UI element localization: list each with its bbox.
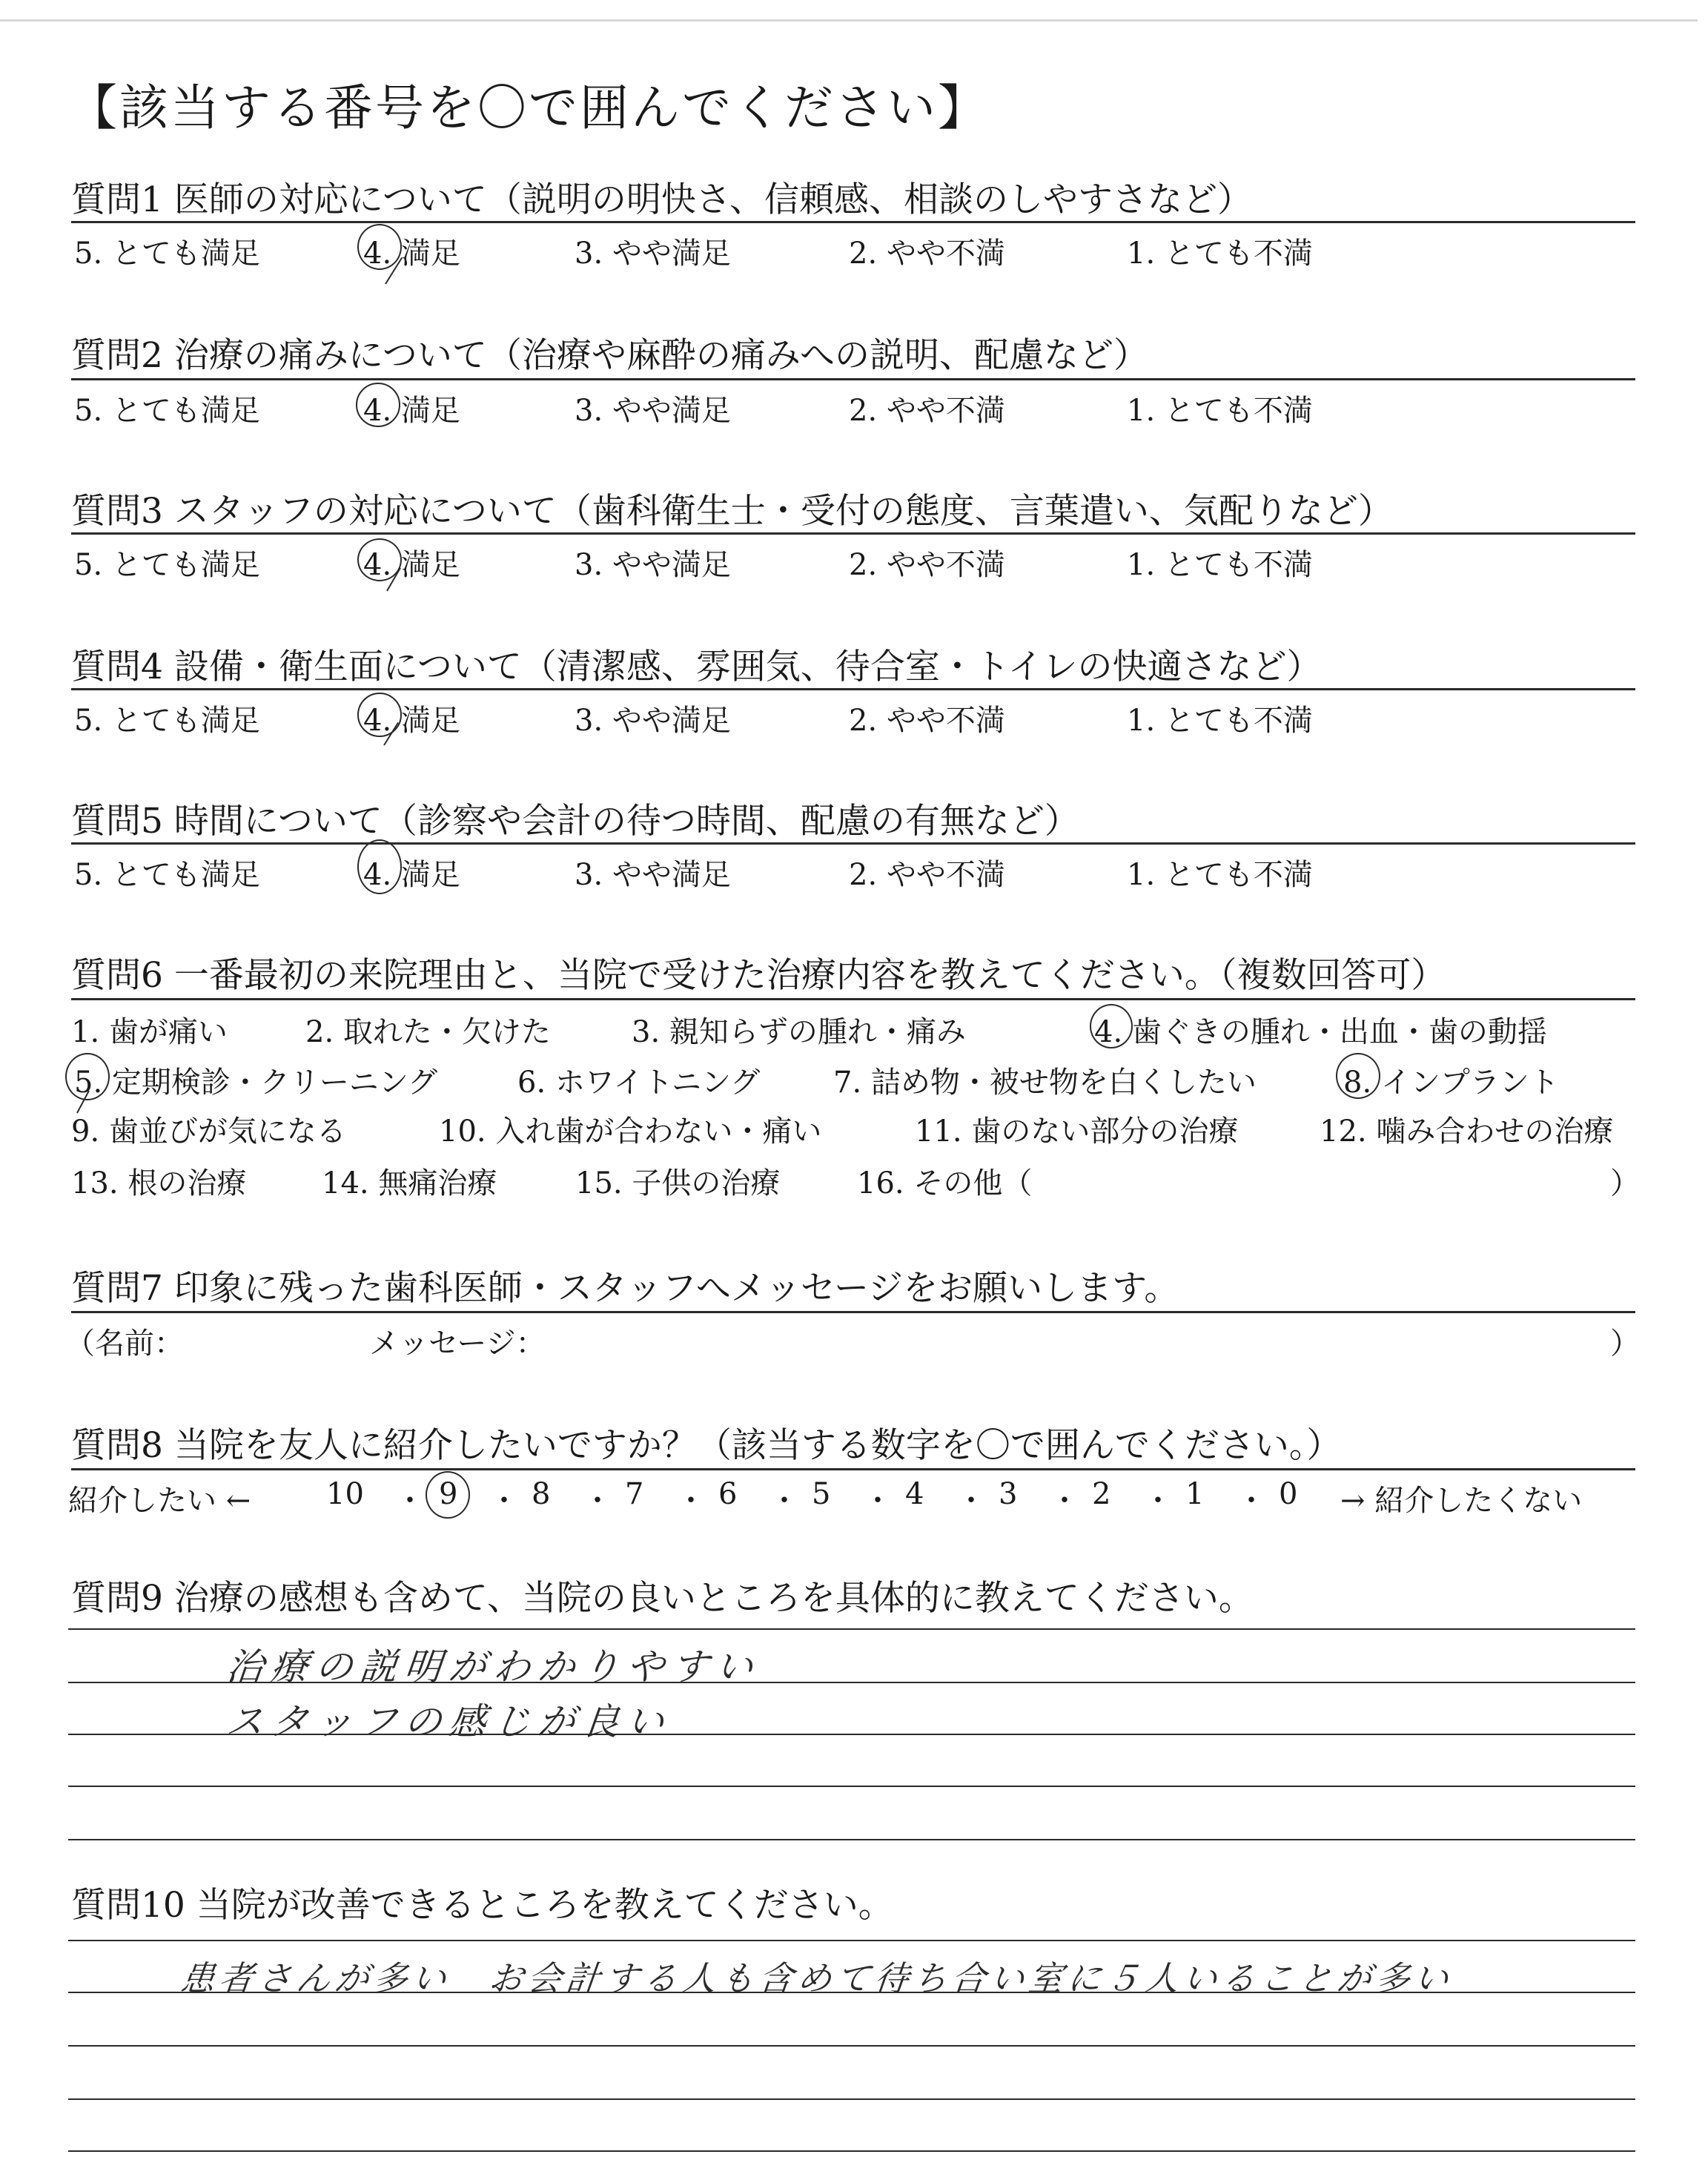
q4-selection-circle [357,693,402,737]
q4-option-2[interactable]: 2. やや不満 [849,704,1005,738]
q6-option-10[interactable]: 10. 入れ歯が合わない・痛い [439,1114,822,1149]
q8-score-0[interactable]: 0 [1279,1477,1298,1511]
q6-option-13[interactable]: 13. 根の治療 [71,1166,247,1200]
q5-selection-circle [357,839,402,894]
q9-handwritten-answer-1: 治療の説明がわかりやすい [224,1645,763,1688]
question-8-heading: 質問8 当院を友人に紹介したいですか？（該当する数字を〇で囲んでください。） [71,1425,1342,1466]
q2-option-1[interactable]: 1. とても不満 [1127,394,1313,428]
q6-option-6[interactable]: 6. ホワイトニング [517,1066,761,1100]
q9-handwritten-answer-2: スタッフの感じが良い [224,1700,674,1743]
q6-option-4-circle [1090,1004,1133,1048]
question-2-rule [71,378,1635,380]
q6-option-16[interactable]: 16. その他（ [857,1166,1033,1200]
q9-writing-line [68,1786,1635,1787]
q8-separator: ・ [395,1484,425,1518]
q2-option-3[interactable]: 3. やや満足 [575,394,731,428]
q4-option-1[interactable]: 1. とても不満 [1127,704,1313,738]
q10-handwritten-answer-1: 患者さんが多い お会計する人も含めて待ち合い室に５人いることが多い [178,1958,1455,1998]
q8-score-7[interactable]: 7 [625,1477,644,1511]
q6-option-8-circle [1336,1053,1380,1099]
q3-option-2[interactable]: 2. やや不満 [849,548,1005,582]
q8-score-10[interactable]: 10 [326,1477,364,1511]
q8-separator: ・ [489,1484,519,1518]
q6-option-9[interactable]: 9. 歯並びが気になる [71,1114,346,1149]
q3-option-5[interactable]: 5. とても満足 [74,548,260,582]
question-10-heading: 質問10 当院が改善できるところを教えてください。 [71,1885,893,1926]
q4-option-3[interactable]: 3. やや満足 [575,704,731,738]
q1-option-3[interactable]: 3. やや満足 [575,237,731,271]
q8-left-label: 紹介したい ← [68,1484,251,1518]
q7-close-paren: ） [1610,1327,1640,1361]
q6-option-12[interactable]: 12. 噛み合わせの治療 [1320,1114,1614,1149]
question-6-heading: 質問6 一番最初の来院理由と、当院で受けた治療内容を教えてください。（複数回答可） [71,955,1446,996]
question-6-rule [71,998,1635,1000]
question-9-heading: 質問9 治療の感想も含めて、当院の良いところを具体的に教えてください。 [71,1578,1254,1619]
question-3-rule [71,532,1635,535]
q9-writing-line [68,1628,1635,1630]
question-5-rule [71,842,1635,845]
q8-separator: ・ [583,1484,612,1518]
q2-selection-circle [356,383,400,427]
q8-score-9[interactable]: 9 [439,1477,458,1511]
q5-option-1[interactable]: 1. とても不満 [1127,858,1313,892]
q3-option-3[interactable]: 3. やや満足 [575,548,731,582]
q6-option-1[interactable]: 1. 歯が痛い [71,1015,228,1049]
q8-right-label: → 紹介したくない [1340,1484,1583,1518]
q10-writing-line [68,2045,1635,2047]
question-3-heading: 質問3 スタッフの対応について（歯科衛生士・受付の態度、言葉遣い、気配りなど） [71,491,1393,532]
q5-option-4[interactable]: 4. 満足 [363,858,460,892]
q8-score-2[interactable]: 2 [1092,1477,1111,1511]
q10-writing-line [68,2098,1635,2100]
q1-option-4[interactable]: 4. 満足 [363,237,460,271]
question-2-heading: 質問2 治療の痛みについて（治療や麻酔の痛みへの説明、配慮など） [71,335,1148,376]
q4-option-4[interactable]: 4. 満足 [363,704,460,738]
question-8-rule [71,1468,1635,1470]
q8-separator: ・ [676,1484,706,1518]
q9-writing-line [68,1839,1635,1840]
q8-score-4[interactable]: 4 [905,1477,924,1511]
question-7-rule [71,1311,1635,1313]
q4-option-5[interactable]: 5. とても満足 [74,704,260,738]
q7-name-label: （名前： [65,1327,184,1361]
q1-option-1[interactable]: 1. とても不満 [1127,237,1313,271]
q2-option-2[interactable]: 2. やや不満 [849,394,1005,428]
q8-score-6[interactable]: 6 [718,1477,738,1511]
q5-option-2[interactable]: 2. やや不満 [849,858,1005,892]
q5-option-5[interactable]: 5. とても満足 [74,858,260,892]
q8-separator: ・ [1050,1484,1079,1518]
form-title: 【該当する番号を〇で囲んでください】 [68,79,989,136]
q6-option-7[interactable]: 7. 詰め物・被せ物を白くしたい [833,1066,1257,1100]
q2-option-5[interactable]: 5. とても満足 [74,394,260,428]
q8-selection-circle [426,1471,470,1519]
q8-separator: ・ [863,1484,893,1518]
q8-score-5[interactable]: 5 [812,1477,831,1511]
q8-score-3[interactable]: 3 [999,1477,1018,1511]
question-7-heading: 質問7 印象に残った歯科医師・スタッフへメッセージをお願いします。 [71,1268,1179,1309]
q10-writing-line [68,1940,1635,1941]
question-4-heading: 質問4 設備・衛生面について（清潔感、雰囲気、待合室・トイレの快適さなど） [71,647,1322,687]
q6-option-15[interactable]: 15. 子供の治療 [575,1166,781,1200]
q10-writing-line [68,2150,1635,2152]
q6-option-3[interactable]: 3. 親知らずの腫れ・痛み [632,1015,966,1049]
question-1-rule [71,221,1635,223]
q6-close-paren: ） [1610,1166,1640,1200]
q8-score-8[interactable]: 8 [532,1477,551,1511]
q6-option-14[interactable]: 14. 無痛治療 [322,1166,497,1200]
q6-option-2[interactable]: 2. 取れた・欠けた [305,1015,551,1049]
q3-option-1[interactable]: 1. とても不満 [1127,548,1313,582]
q8-separator: ・ [1143,1484,1173,1518]
q6-option-8[interactable]: 8. インプラント [1343,1066,1559,1100]
q1-option-2[interactable]: 2. やや不満 [849,237,1005,271]
q6-option-11[interactable]: 11. 歯のない部分の治療 [915,1114,1239,1149]
question-5-heading: 質問5 時間について（診察や会計の待つ時間、配慮の有無など） [71,801,1079,842]
q6-option-5[interactable]: 5. 定期検診・クリーニング [74,1066,438,1100]
q5-option-3[interactable]: 3. やや満足 [575,858,731,892]
q1-option-5[interactable]: 5. とても満足 [74,237,260,271]
q8-score-1[interactable]: 1 [1185,1477,1205,1511]
question-1-heading: 質問1 医師の対応について（説明の明快さ、信頼感、相談のしやすさなど） [71,179,1253,220]
q3-option-4[interactable]: 4. 満足 [363,548,460,582]
top-border [0,0,1698,22]
q6-option-4[interactable]: 4. 歯ぐきの腫れ・出血・歯の動揺 [1094,1015,1547,1049]
q8-separator: ・ [956,1484,986,1518]
q1-selection-circle [357,224,402,270]
q8-separator: ・ [769,1484,799,1518]
q7-message-label: メッセージ： [369,1327,546,1361]
q8-separator: ・ [1237,1484,1266,1518]
question-4-rule [71,688,1635,690]
q2-option-4[interactable]: 4. 満足 [363,394,460,428]
